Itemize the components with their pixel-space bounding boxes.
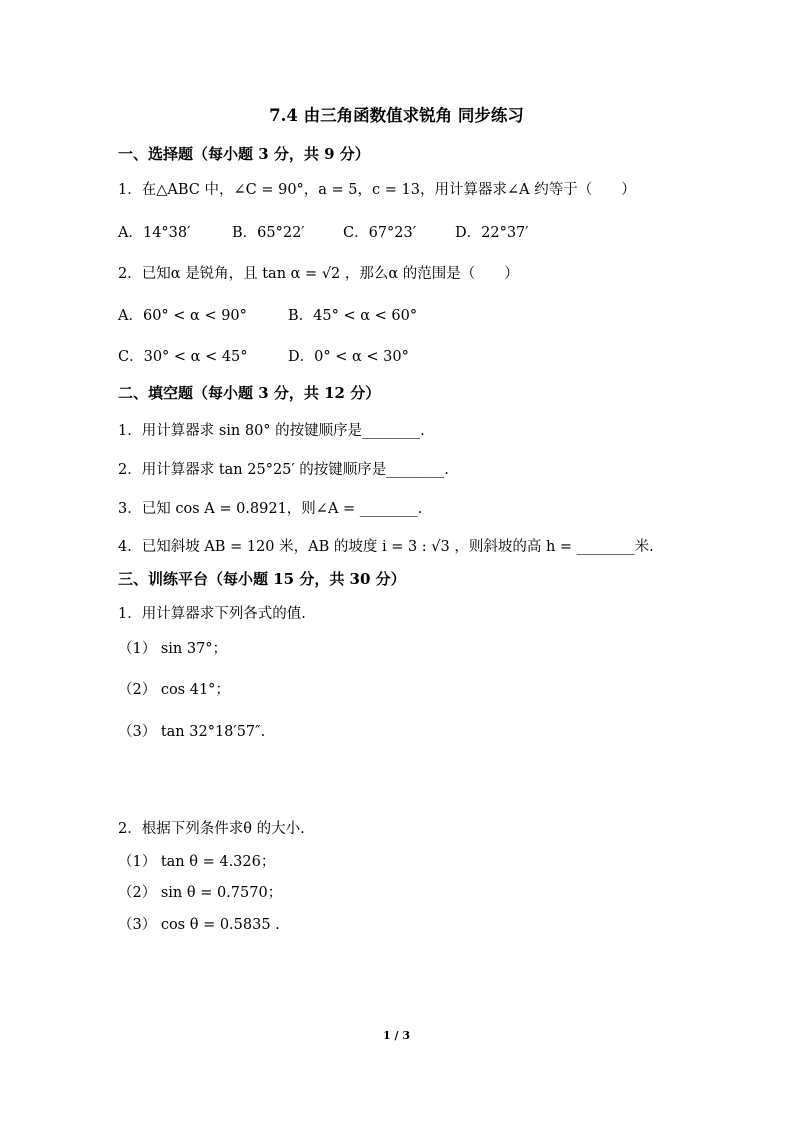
- page-title: 7.4 由三角函数值求锐角 同步练习: [269, 106, 524, 125]
- question-3-2-part-1: （1） tan θ = 4.326；: [118, 854, 276, 870]
- question-1-1-option-c: C．67°23′: [343, 225, 417, 241]
- question-3-1-stem: 1．用计算器求下列各式的值.: [118, 606, 306, 622]
- section-3-heading: 三、训练平台（每小题 15 分，共 30 分）: [118, 570, 406, 588]
- question-1-1-option-d: D．22°37′: [455, 225, 529, 241]
- fill-blank-3: 3．已知 cos A = 0.8921，则∠A = ________.: [118, 501, 423, 517]
- question-1-1-stem: 1．在△ABC 中，∠C = 90°，a = 5，c = 13，用计算器求∠A 约等于（ ）: [118, 182, 636, 198]
- question-3-2-part-2: （2） sin θ = 0.7570；: [118, 885, 283, 901]
- page-number: 1 / 3: [383, 1029, 410, 1042]
- question-3-2-part-3: （3） cos θ = 0.5835 .: [118, 917, 280, 933]
- question-3-1-part-2: （2） cos 41°；: [118, 682, 230, 698]
- question-3-2-stem: 2．根据下列条件求θ 的大小.: [118, 821, 305, 837]
- question-1-2-option-c: C．30° < α < 45°: [118, 349, 248, 365]
- fill-blank-2: 2．用计算器求 tan 25°25′ 的按键顺序是________.: [118, 462, 449, 478]
- question-3-1-part-3: （3） tan 32°18′57″.: [118, 724, 266, 740]
- question-3-1-part-1: （1） sin 37°；: [118, 641, 228, 657]
- fill-blank-4: 4．已知斜坡 AB = 120 米，AB 的坡度 i = 3 : √3 ，则斜坡的高 h = ________米.: [118, 539, 654, 555]
- section-1-heading: 一、选择题（每小题 3 分，共 9 分）: [118, 145, 370, 163]
- question-1-2-option-d: D．0° < α < 30°: [288, 349, 409, 365]
- question-1-1-option-b: B．65°22′: [232, 225, 305, 241]
- fill-blank-1: 1．用计算器求 sin 80° 的按键顺序是________.: [118, 423, 425, 439]
- question-1-1-option-a: A．14°38′: [118, 225, 191, 241]
- question-1-2-option-b: B．45° < α < 60°: [288, 308, 418, 324]
- question-1-2-stem: 2．已知α 是锐角，且 tan α = √2 ，那么α 的范围是（ ）: [118, 266, 519, 282]
- question-1-2-option-a: A．60° < α < 90°: [118, 308, 247, 324]
- section-2-heading: 二、填空题（每小题 3 分，共 12 分）: [118, 384, 381, 402]
